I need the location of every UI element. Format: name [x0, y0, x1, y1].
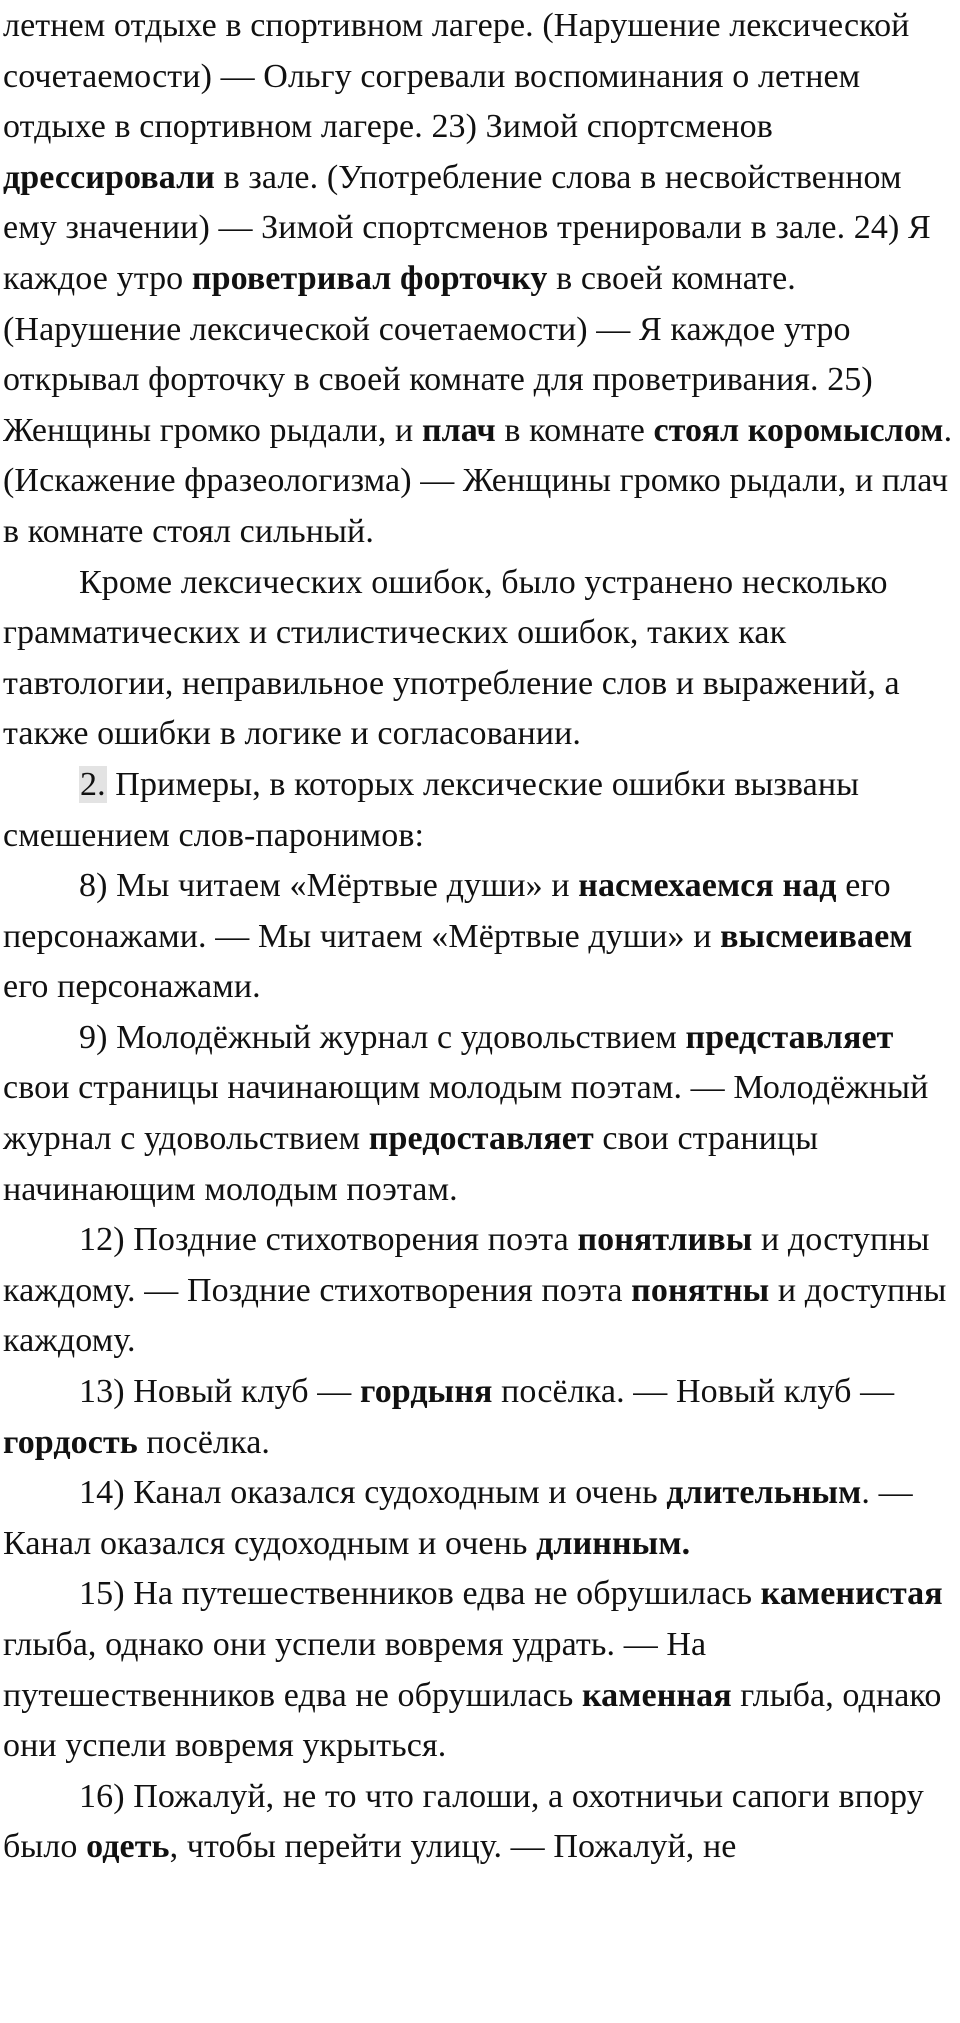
bold-term: длинным.	[536, 1524, 691, 1562]
body-paragraph	[3, 558, 955, 760]
body-paragraph	[3, 1215, 955, 1367]
bold-term: предоставляет	[368, 1120, 594, 1158]
bold-term: дрессировали	[3, 158, 215, 196]
text-run: свои страницы начинающим молодым поэтам.	[3, 1120, 819, 1208]
bold-term: проветривал форточку	[191, 259, 548, 297]
bold-term: представляет	[685, 1018, 894, 1056]
body-paragraph	[3, 1468, 955, 1569]
text-run: 12) Поздние стихотворения поэта	[79, 1221, 578, 1259]
text-run: летнем отдыхе в спортивном лагере. (Нарушение лексической сочетаемости) — Ольгу согревали воспоминания о летнем отдыхе в спортивном лагере. 23) Зимой спортсменов	[3, 7, 910, 146]
text-run: в своей комнате. (Нарушение лексической сочетаемости) — Я каждое утро открывал форточку в своей комнате для проветривания. 25) Женщины громко рыдали, и	[3, 259, 873, 449]
text-run: , чтобы перейти улицу. — Пожалуй, не	[169, 1828, 737, 1866]
text-run: 9) Молодёжный журнал с удовольствием	[79, 1018, 686, 1056]
document-page	[3, 1, 955, 1873]
text-run: Кроме лексических ошибок, было устранено несколько грамматических и стилистических ошибок, таких как тавтологии, неправильное употребление слов и выражений, а также ошибки в логике и согласовании.	[3, 563, 900, 753]
text-run: 13) Новый клуб —	[79, 1373, 361, 1411]
text-run: и доступны каждому.	[3, 1271, 947, 1360]
text-run: глыба, однако они успели вовремя укрыться.	[3, 1676, 942, 1765]
text-run: 8) Мы читаем «Мёртвые души» и	[79, 867, 579, 905]
bold-term: длительным	[666, 1474, 862, 1512]
list-number-highlight: 2.	[80, 765, 106, 803]
bold-term: плач	[421, 411, 496, 449]
text-run: Примеры, в которых лексические ошибки вызваны смешением слов-паронимов:	[3, 765, 860, 854]
bold-term: понятливы	[577, 1221, 753, 1259]
text-run: 15) На путешественников едва не обрушилась	[79, 1575, 761, 1613]
text-run: посёлка. — Новый клуб —	[492, 1373, 895, 1411]
text-run: . (Искажение фразеологизма) — Женщины громко рыдали, и плач в комнате стоял сильный.	[3, 411, 953, 550]
body-paragraph	[3, 1, 955, 558]
text-run: в комнате	[495, 411, 654, 449]
text-run: . — Канал оказался судоходным и очень	[3, 1474, 913, 1562]
text-run: его персонажами. — Мы читаем «Мёртвые души» и	[3, 867, 891, 955]
bold-term: каменная	[582, 1676, 732, 1714]
text-run: посёлка.	[137, 1423, 271, 1461]
text-run: его персонажами.	[3, 968, 261, 1006]
text-run: 14) Канал оказался судоходным и очень	[79, 1474, 667, 1512]
body-paragraph	[3, 1367, 955, 1468]
text-run: свои страницы начинающим молодым поэтам. — Молодёжный журнал с удовольствием	[3, 1069, 929, 1158]
bold-term: стоял коромыслом	[653, 411, 944, 449]
bold-term: одеть	[86, 1828, 170, 1866]
text-run: 16) Пожалуй, не то что галоши, а охотничьи сапоги впору было	[3, 1777, 924, 1866]
body-paragraph	[3, 760, 955, 861]
body-paragraph	[3, 1013, 955, 1215]
bold-term: высмеиваем	[720, 917, 913, 955]
bold-term: насмехаемся над	[578, 867, 837, 905]
text-run: в зале. (Употребление слова в несвойственном ему значении) — Зимой спортсменов тренировали в зале. 24) Я каждое утро	[3, 158, 931, 297]
text-run: и доступны каждому. — Поздние стихотворения поэта	[3, 1221, 930, 1309]
body-paragraph	[3, 861, 955, 1013]
body-paragraph	[3, 1569, 955, 1771]
body-paragraph	[3, 1772, 955, 1873]
text-run: глыба, однако они успели вовремя удрать. — На путешественников едва не обрушилась	[3, 1626, 707, 1714]
bold-term: гордость	[3, 1423, 138, 1461]
bold-term: каменистая	[760, 1575, 943, 1613]
bold-term: понятны	[631, 1271, 770, 1309]
bold-term: гордыня	[360, 1373, 493, 1411]
